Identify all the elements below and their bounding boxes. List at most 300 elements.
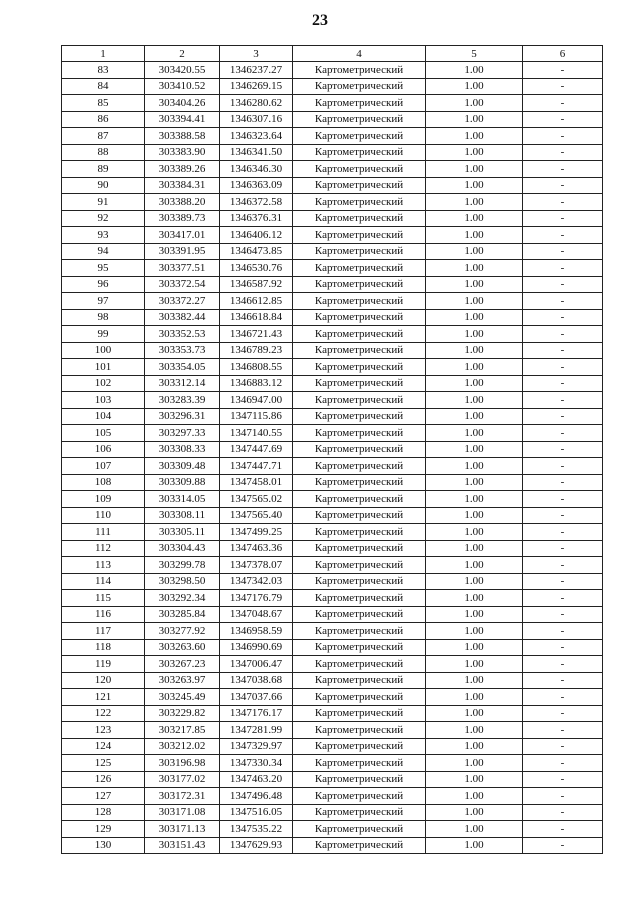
point-number-cell: 96 — [62, 276, 145, 293]
method-cell: Картометрический — [293, 738, 426, 755]
y-coordinate-cell: 1346789.23 — [220, 342, 293, 359]
note-cell: - — [523, 177, 603, 194]
table-body — [62, 62, 603, 854]
note-cell: - — [523, 705, 603, 722]
method-cell: Картометрический — [293, 111, 426, 128]
x-coordinate-cell: 303383.90 — [145, 144, 220, 161]
method-cell: Картометрический — [293, 755, 426, 772]
x-coordinate-cell: 303309.88 — [145, 474, 220, 491]
note-cell: - — [523, 804, 603, 821]
x-coordinate-cell: 303212.02 — [145, 738, 220, 755]
header-cell: 3 — [220, 46, 293, 62]
y-coordinate-cell: 1347176.79 — [220, 590, 293, 607]
point-number-cell: 95 — [62, 260, 145, 277]
note-cell: - — [523, 458, 603, 475]
note-cell: - — [523, 623, 603, 640]
point-number-cell: 119 — [62, 656, 145, 673]
accuracy-cell: 1.00 — [426, 738, 523, 755]
accuracy-cell: 1.00 — [426, 590, 523, 607]
accuracy-cell: 1.00 — [426, 425, 523, 442]
table-row — [62, 276, 603, 293]
accuracy-cell: 1.00 — [426, 771, 523, 788]
note-cell: - — [523, 507, 603, 524]
accuracy-cell: 1.00 — [426, 111, 523, 128]
method-cell: Картометрический — [293, 821, 426, 838]
y-coordinate-cell: 1347115.86 — [220, 408, 293, 425]
note-cell: - — [523, 326, 603, 343]
note-cell: - — [523, 144, 603, 161]
x-coordinate-cell: 303245.49 — [145, 689, 220, 706]
table-row — [62, 656, 603, 673]
note-cell: - — [523, 672, 603, 689]
table-row — [62, 507, 603, 524]
method-cell: Картометрический — [293, 689, 426, 706]
point-number-cell: 110 — [62, 507, 145, 524]
method-cell: Картометрический — [293, 260, 426, 277]
accuracy-cell: 1.00 — [426, 540, 523, 557]
x-coordinate-cell: 303196.98 — [145, 755, 220, 772]
point-number-cell: 122 — [62, 705, 145, 722]
table-row — [62, 623, 603, 640]
x-coordinate-cell: 303304.43 — [145, 540, 220, 557]
accuracy-cell: 1.00 — [426, 194, 523, 211]
y-coordinate-cell: 1347447.69 — [220, 441, 293, 458]
y-coordinate-cell: 1346958.59 — [220, 623, 293, 640]
method-cell: Картометрический — [293, 309, 426, 326]
table-row — [62, 359, 603, 376]
note-cell: - — [523, 491, 603, 508]
x-coordinate-cell: 303267.23 — [145, 656, 220, 673]
note-cell: - — [523, 441, 603, 458]
point-number-cell: 104 — [62, 408, 145, 425]
y-coordinate-cell: 1347281.99 — [220, 722, 293, 739]
table-row — [62, 342, 603, 359]
note-cell: - — [523, 128, 603, 145]
accuracy-cell: 1.00 — [426, 243, 523, 260]
y-coordinate-cell: 1346612.85 — [220, 293, 293, 310]
accuracy-cell: 1.00 — [426, 276, 523, 293]
method-cell: Картометрический — [293, 788, 426, 805]
table-row — [62, 177, 603, 194]
table-row — [62, 755, 603, 772]
table-row — [62, 227, 603, 244]
x-coordinate-cell: 303305.11 — [145, 524, 220, 541]
x-coordinate-cell: 303309.48 — [145, 458, 220, 475]
accuracy-cell: 1.00 — [426, 177, 523, 194]
point-number-cell: 130 — [62, 837, 145, 854]
note-cell: - — [523, 309, 603, 326]
method-cell: Картометрический — [293, 722, 426, 739]
accuracy-cell: 1.00 — [426, 722, 523, 739]
header-cell: 2 — [145, 46, 220, 62]
method-cell: Картометрический — [293, 62, 426, 79]
y-coordinate-cell: 1347629.93 — [220, 837, 293, 854]
table-row — [62, 144, 603, 161]
x-coordinate-cell: 303410.52 — [145, 78, 220, 95]
y-coordinate-cell: 1346587.92 — [220, 276, 293, 293]
method-cell: Картометрический — [293, 375, 426, 392]
y-coordinate-cell: 1347378.07 — [220, 557, 293, 574]
accuracy-cell: 1.00 — [426, 210, 523, 227]
y-coordinate-cell: 1347565.02 — [220, 491, 293, 508]
accuracy-cell: 1.00 — [426, 507, 523, 524]
y-coordinate-cell: 1347496.48 — [220, 788, 293, 805]
point-number-cell: 129 — [62, 821, 145, 838]
accuracy-cell: 1.00 — [426, 491, 523, 508]
accuracy-cell: 1.00 — [426, 144, 523, 161]
table-row — [62, 309, 603, 326]
method-cell: Картометрический — [293, 491, 426, 508]
y-coordinate-cell: 1347463.36 — [220, 540, 293, 557]
table-row — [62, 573, 603, 590]
accuracy-cell: 1.00 — [426, 557, 523, 574]
table-row — [62, 78, 603, 95]
point-number-cell: 87 — [62, 128, 145, 145]
y-coordinate-cell: 1346323.64 — [220, 128, 293, 145]
note-cell: - — [523, 342, 603, 359]
point-number-cell: 94 — [62, 243, 145, 260]
accuracy-cell: 1.00 — [426, 606, 523, 623]
point-number-cell: 115 — [62, 590, 145, 607]
y-coordinate-cell: 1346341.50 — [220, 144, 293, 161]
note-cell: - — [523, 755, 603, 772]
table-row — [62, 821, 603, 838]
x-coordinate-cell: 303263.60 — [145, 639, 220, 656]
point-number-cell: 126 — [62, 771, 145, 788]
note-cell: - — [523, 590, 603, 607]
y-coordinate-cell: 1347463.20 — [220, 771, 293, 788]
table-row — [62, 639, 603, 656]
x-coordinate-cell: 303388.20 — [145, 194, 220, 211]
table-row — [62, 194, 603, 211]
accuracy-cell: 1.00 — [426, 639, 523, 656]
point-number-cell: 128 — [62, 804, 145, 821]
note-cell: - — [523, 62, 603, 79]
x-coordinate-cell: 303388.58 — [145, 128, 220, 145]
method-cell: Картометрический — [293, 441, 426, 458]
accuracy-cell: 1.00 — [426, 788, 523, 805]
accuracy-cell: 1.00 — [426, 392, 523, 409]
method-cell: Картометрический — [293, 128, 426, 145]
table-row — [62, 524, 603, 541]
accuracy-cell: 1.00 — [426, 804, 523, 821]
method-cell: Картометрический — [293, 359, 426, 376]
table-row — [62, 738, 603, 755]
point-number-cell: 101 — [62, 359, 145, 376]
point-number-cell: 127 — [62, 788, 145, 805]
accuracy-cell: 1.00 — [426, 524, 523, 541]
point-number-cell: 125 — [62, 755, 145, 772]
note-cell: - — [523, 656, 603, 673]
point-number-cell: 109 — [62, 491, 145, 508]
point-number-cell: 91 — [62, 194, 145, 211]
y-coordinate-cell: 1347048.67 — [220, 606, 293, 623]
method-cell: Картометрический — [293, 458, 426, 475]
y-coordinate-cell: 1347447.71 — [220, 458, 293, 475]
y-coordinate-cell: 1346363.09 — [220, 177, 293, 194]
header-cell: 5 — [426, 46, 523, 62]
accuracy-cell: 1.00 — [426, 62, 523, 79]
method-cell: Картометрический — [293, 639, 426, 656]
note-cell: - — [523, 392, 603, 409]
x-coordinate-cell: 303389.26 — [145, 161, 220, 178]
method-cell: Картометрический — [293, 623, 426, 640]
point-number-cell: 116 — [62, 606, 145, 623]
point-number-cell: 105 — [62, 425, 145, 442]
note-cell: - — [523, 524, 603, 541]
x-coordinate-cell: 303217.85 — [145, 722, 220, 739]
method-cell: Картометрический — [293, 78, 426, 95]
table-row — [62, 458, 603, 475]
point-number-cell: 84 — [62, 78, 145, 95]
y-coordinate-cell: 1346530.76 — [220, 260, 293, 277]
note-cell: - — [523, 573, 603, 590]
x-coordinate-cell: 303314.05 — [145, 491, 220, 508]
table-row — [62, 705, 603, 722]
x-coordinate-cell: 303298.50 — [145, 573, 220, 590]
note-cell: - — [523, 425, 603, 442]
y-coordinate-cell: 1347037.66 — [220, 689, 293, 706]
table-row — [62, 491, 603, 508]
point-number-cell: 88 — [62, 144, 145, 161]
x-coordinate-cell: 303263.97 — [145, 672, 220, 689]
x-coordinate-cell: 303389.73 — [145, 210, 220, 227]
table-row — [62, 771, 603, 788]
method-cell: Картометрический — [293, 425, 426, 442]
accuracy-cell: 1.00 — [426, 326, 523, 343]
point-number-cell: 124 — [62, 738, 145, 755]
x-coordinate-cell: 303352.53 — [145, 326, 220, 343]
note-cell: - — [523, 689, 603, 706]
note-cell: - — [523, 78, 603, 95]
y-coordinate-cell: 1347140.55 — [220, 425, 293, 442]
table-row — [62, 210, 603, 227]
table-row — [62, 837, 603, 854]
x-coordinate-cell: 303285.84 — [145, 606, 220, 623]
x-coordinate-cell: 303353.73 — [145, 342, 220, 359]
note-cell: - — [523, 837, 603, 854]
accuracy-cell: 1.00 — [426, 689, 523, 706]
x-coordinate-cell: 303151.43 — [145, 837, 220, 854]
header-cell: 1 — [62, 46, 145, 62]
method-cell: Картометрический — [293, 177, 426, 194]
header-cell: 4 — [293, 46, 426, 62]
x-coordinate-cell: 303417.01 — [145, 227, 220, 244]
note-cell: - — [523, 260, 603, 277]
table-row — [62, 606, 603, 623]
accuracy-cell: 1.00 — [426, 474, 523, 491]
method-cell: Картометрический — [293, 144, 426, 161]
method-cell: Картометрический — [293, 606, 426, 623]
point-number-cell: 103 — [62, 392, 145, 409]
accuracy-cell: 1.00 — [426, 672, 523, 689]
point-number-cell: 117 — [62, 623, 145, 640]
y-coordinate-cell: 1346307.16 — [220, 111, 293, 128]
y-coordinate-cell: 1346883.12 — [220, 375, 293, 392]
x-coordinate-cell: 303308.33 — [145, 441, 220, 458]
point-number-cell: 86 — [62, 111, 145, 128]
y-coordinate-cell: 1346237.27 — [220, 62, 293, 79]
x-coordinate-cell: 303382.44 — [145, 309, 220, 326]
note-cell: - — [523, 771, 603, 788]
y-coordinate-cell: 1346346.30 — [220, 161, 293, 178]
method-cell: Картометрический — [293, 342, 426, 359]
accuracy-cell: 1.00 — [426, 821, 523, 838]
table-row — [62, 326, 603, 343]
method-cell: Картометрический — [293, 95, 426, 112]
accuracy-cell: 1.00 — [426, 441, 523, 458]
y-coordinate-cell: 1346947.00 — [220, 392, 293, 409]
point-number-cell: 108 — [62, 474, 145, 491]
accuracy-cell: 1.00 — [426, 623, 523, 640]
y-coordinate-cell: 1347176.17 — [220, 705, 293, 722]
point-number-cell: 90 — [62, 177, 145, 194]
note-cell: - — [523, 194, 603, 211]
note-cell: - — [523, 639, 603, 656]
x-coordinate-cell: 303296.31 — [145, 408, 220, 425]
x-coordinate-cell: 303292.34 — [145, 590, 220, 607]
y-coordinate-cell: 1346473.85 — [220, 243, 293, 260]
point-number-cell: 85 — [62, 95, 145, 112]
point-number-cell: 123 — [62, 722, 145, 739]
table-row — [62, 62, 603, 79]
method-cell: Картометрический — [293, 656, 426, 673]
table-row — [62, 441, 603, 458]
y-coordinate-cell: 1346808.55 — [220, 359, 293, 376]
point-number-cell: 102 — [62, 375, 145, 392]
note-cell: - — [523, 293, 603, 310]
point-number-cell: 121 — [62, 689, 145, 706]
table-row — [62, 111, 603, 128]
method-cell: Картометрический — [293, 524, 426, 541]
x-coordinate-cell: 303283.39 — [145, 392, 220, 409]
y-coordinate-cell: 1347038.68 — [220, 672, 293, 689]
y-coordinate-cell: 1346280.62 — [220, 95, 293, 112]
accuracy-cell: 1.00 — [426, 78, 523, 95]
note-cell: - — [523, 210, 603, 227]
note-cell: - — [523, 375, 603, 392]
point-number-cell: 114 — [62, 573, 145, 590]
x-coordinate-cell: 303299.78 — [145, 557, 220, 574]
method-cell: Картометрический — [293, 557, 426, 574]
accuracy-cell: 1.00 — [426, 128, 523, 145]
y-coordinate-cell: 1347516.05 — [220, 804, 293, 821]
method-cell: Картометрический — [293, 161, 426, 178]
point-number-cell: 98 — [62, 309, 145, 326]
accuracy-cell: 1.00 — [426, 342, 523, 359]
y-coordinate-cell: 1347499.25 — [220, 524, 293, 541]
table-row — [62, 722, 603, 739]
note-cell: - — [523, 474, 603, 491]
y-coordinate-cell: 1347535.22 — [220, 821, 293, 838]
table-row — [62, 408, 603, 425]
x-coordinate-cell: 303384.31 — [145, 177, 220, 194]
accuracy-cell: 1.00 — [426, 705, 523, 722]
method-cell: Картометрический — [293, 293, 426, 310]
x-coordinate-cell: 303172.31 — [145, 788, 220, 805]
table-row — [62, 128, 603, 145]
method-cell: Картометрический — [293, 590, 426, 607]
table-row — [62, 293, 603, 310]
note-cell: - — [523, 540, 603, 557]
y-coordinate-cell: 1347329.97 — [220, 738, 293, 755]
y-coordinate-cell: 1346269.15 — [220, 78, 293, 95]
table-header-row — [62, 46, 603, 62]
point-number-cell: 97 — [62, 293, 145, 310]
x-coordinate-cell: 303177.02 — [145, 771, 220, 788]
accuracy-cell: 1.00 — [426, 573, 523, 590]
note-cell: - — [523, 243, 603, 260]
table-row — [62, 689, 603, 706]
method-cell: Картометрический — [293, 326, 426, 343]
y-coordinate-cell: 1346990.69 — [220, 639, 293, 656]
table-row — [62, 161, 603, 178]
method-cell: Картометрический — [293, 408, 426, 425]
table-row — [62, 788, 603, 805]
accuracy-cell: 1.00 — [426, 837, 523, 854]
header-cell: 6 — [523, 46, 603, 62]
x-coordinate-cell: 303394.41 — [145, 111, 220, 128]
note-cell: - — [523, 276, 603, 293]
x-coordinate-cell: 303308.11 — [145, 507, 220, 524]
note-cell: - — [523, 557, 603, 574]
y-coordinate-cell: 1347006.47 — [220, 656, 293, 673]
x-coordinate-cell: 303420.55 — [145, 62, 220, 79]
table-row — [62, 804, 603, 821]
accuracy-cell: 1.00 — [426, 227, 523, 244]
point-number-cell: 107 — [62, 458, 145, 475]
method-cell: Картометрический — [293, 837, 426, 854]
method-cell: Картометрический — [293, 243, 426, 260]
accuracy-cell: 1.00 — [426, 656, 523, 673]
coordinates-table — [61, 45, 603, 854]
method-cell: Картометрический — [293, 672, 426, 689]
accuracy-cell: 1.00 — [426, 260, 523, 277]
table-row — [62, 672, 603, 689]
x-coordinate-cell: 303297.33 — [145, 425, 220, 442]
note-cell: - — [523, 606, 603, 623]
y-coordinate-cell: 1346406.12 — [220, 227, 293, 244]
method-cell: Картометрический — [293, 573, 426, 590]
x-coordinate-cell: 303391.95 — [145, 243, 220, 260]
table-row — [62, 392, 603, 409]
y-coordinate-cell: 1346376.31 — [220, 210, 293, 227]
x-coordinate-cell: 303372.27 — [145, 293, 220, 310]
method-cell: Картометрический — [293, 771, 426, 788]
note-cell: - — [523, 111, 603, 128]
y-coordinate-cell: 1347342.03 — [220, 573, 293, 590]
table-row — [62, 540, 603, 557]
accuracy-cell: 1.00 — [426, 293, 523, 310]
accuracy-cell: 1.00 — [426, 755, 523, 772]
method-cell: Картометрический — [293, 227, 426, 244]
point-number-cell: 120 — [62, 672, 145, 689]
accuracy-cell: 1.00 — [426, 309, 523, 326]
note-cell: - — [523, 738, 603, 755]
note-cell: - — [523, 359, 603, 376]
table-row — [62, 260, 603, 277]
table-row — [62, 95, 603, 112]
point-number-cell: 106 — [62, 441, 145, 458]
point-number-cell: 83 — [62, 62, 145, 79]
point-number-cell: 99 — [62, 326, 145, 343]
method-cell: Картометрический — [293, 474, 426, 491]
method-cell: Картометрический — [293, 392, 426, 409]
x-coordinate-cell: 303354.05 — [145, 359, 220, 376]
accuracy-cell: 1.00 — [426, 458, 523, 475]
x-coordinate-cell: 303229.82 — [145, 705, 220, 722]
point-number-cell: 93 — [62, 227, 145, 244]
